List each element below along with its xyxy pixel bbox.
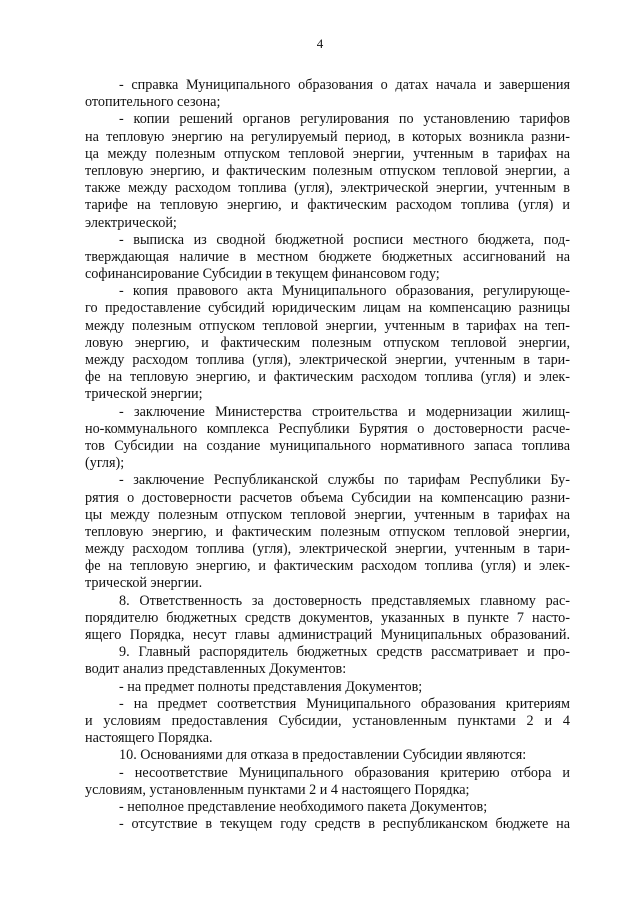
- text-line: условиям, установленным пунктами 2 и 4 настоящего Порядка;: [85, 781, 470, 798]
- paragraph-p13: [85, 799, 570, 816]
- text-line: порядителю бюджетных средств документов, указанных в пункте 7 насто-: [85, 609, 570, 626]
- text-line: цы между полезным отпуском тепловой энергии, учтенным в тарифах на: [85, 506, 570, 523]
- text-line: тарифе на тепловую энергию, и фактическим расходом топлива (угля) и: [85, 197, 570, 214]
- text-line: и условиям предоставления Субсидии, установленным пунктами 2 и 4: [85, 712, 570, 729]
- text-line: ящего Порядка, несут главы администраций Муниципальных образований.: [85, 627, 570, 643]
- text-line: - заключение Республиканской службы по тарифам Республики Бу-: [119, 472, 570, 489]
- text-line: - на предмет соответствия Муниципального образования критериям: [119, 695, 570, 712]
- text-line: тов Субсидии на создание муниципального нормативного запаса топлива: [85, 437, 570, 454]
- document-body: [85, 77, 570, 833]
- paragraph-p10: [85, 696, 570, 748]
- text-line: тепловую энергию, и фактическим полезным отпуском тепловой энергии, а: [85, 162, 570, 179]
- paragraph-p11: [85, 747, 570, 764]
- text-line: между расходом топлива (угля), электрической энергии, учтенным в тари-: [85, 352, 570, 368]
- paragraph-p1: [85, 77, 570, 111]
- text-line: рятия о достоверности расчетов объема Субсидии на компенсацию разни-: [85, 489, 570, 506]
- text-line: - копия правового акта Муниципального образования, регулирующе-: [119, 283, 570, 300]
- text-line: ловую энергию, и фактическим полезным отпуском тепловой энергии,: [85, 334, 570, 351]
- text-line: - несоответствие Муниципального образования критерию отбора и: [119, 764, 570, 781]
- text-line: - отсутствие в текущем году средств в республиканском бюджете на: [119, 816, 570, 833]
- text-line: 8. Ответственность за достоверность представляемых главному рас-: [119, 592, 570, 609]
- text-line: трической энергии;: [85, 386, 203, 403]
- paragraph-p2: [85, 111, 570, 231]
- text-line: но-коммунального комплекса Республики Бурятия о достоверности расче-: [85, 420, 570, 437]
- text-line: настоящего Порядка.: [85, 730, 213, 747]
- paragraph-p4: [85, 283, 570, 403]
- paragraph-p5: [85, 404, 570, 473]
- paragraph-p7: [85, 593, 570, 645]
- text-line: между расходом топлива (угля), электрической энергии, учтенным в тари-: [85, 541, 570, 558]
- text-line: между полезным отпуском тепловой энергии, учтенным в тарифах на теп-: [85, 317, 570, 334]
- text-line: тверждающая наличие в местном бюджете бюджетных ассигнований на: [85, 248, 570, 265]
- paragraph-p12: [85, 765, 570, 799]
- text-line: 9. Главный распорядитель бюджетных средств рассматривает и про-: [119, 644, 570, 661]
- text-line: фе на тепловую энергию, и фактическим расходом топлива (угля) и элек-: [85, 369, 570, 386]
- text-line: (угля);: [85, 455, 125, 472]
- page-number: 4: [316, 36, 324, 51]
- text-line: отопительного сезона;: [85, 94, 221, 111]
- text-line: софинансирование Субсидии в текущем финансовом году;: [85, 266, 440, 283]
- text-line: - неполное представление необходимого пакета Документов;: [119, 798, 488, 815]
- text-line: водит анализ представленных Документов:: [85, 661, 347, 678]
- paragraph-p6: [85, 472, 570, 592]
- text-line: тепловую энергию, и фактическим полезным отпуском тепловой энергии,: [85, 523, 570, 540]
- text-line: - копии решений органов регулирования по установлению тарифов: [119, 111, 570, 128]
- text-line: го предоставление субсидий юридическим лицам на компенсацию разницы: [85, 300, 570, 317]
- text-line: также между расходом топлива (угля), электрической энергии, учтенным в: [85, 180, 570, 197]
- text-line: - на предмет полноты представления Документов;: [119, 678, 423, 695]
- paragraph-p8: [85, 644, 570, 678]
- text-line: ца между полезным отпуском тепловой энергии, учтенным в тарифах на: [85, 145, 570, 162]
- text-line: - заключение Министерства строительства и модернизации жилищ-: [119, 403, 570, 420]
- text-line: на тепловую энергию на регулируемый период, в которых возникла разни-: [85, 128, 570, 145]
- paragraph-p9: [85, 679, 570, 696]
- text-line: 10. Основаниями для отказа в предоставлении Субсидии являются:: [119, 747, 527, 764]
- text-line: - выписка из сводной бюджетной росписи местного бюджета, под-: [119, 231, 570, 248]
- text-line: фе на тепловую энергию, и фактическим расходом топлива (угля) и элек-: [85, 558, 570, 575]
- text-line: - справка Муниципального образования о датах начала и завершения: [119, 77, 570, 93]
- text-line: трической энергии.: [85, 575, 203, 592]
- paragraph-p14: [85, 816, 570, 833]
- paragraph-p3: [85, 232, 570, 284]
- text-line: электрической;: [85, 214, 177, 231]
